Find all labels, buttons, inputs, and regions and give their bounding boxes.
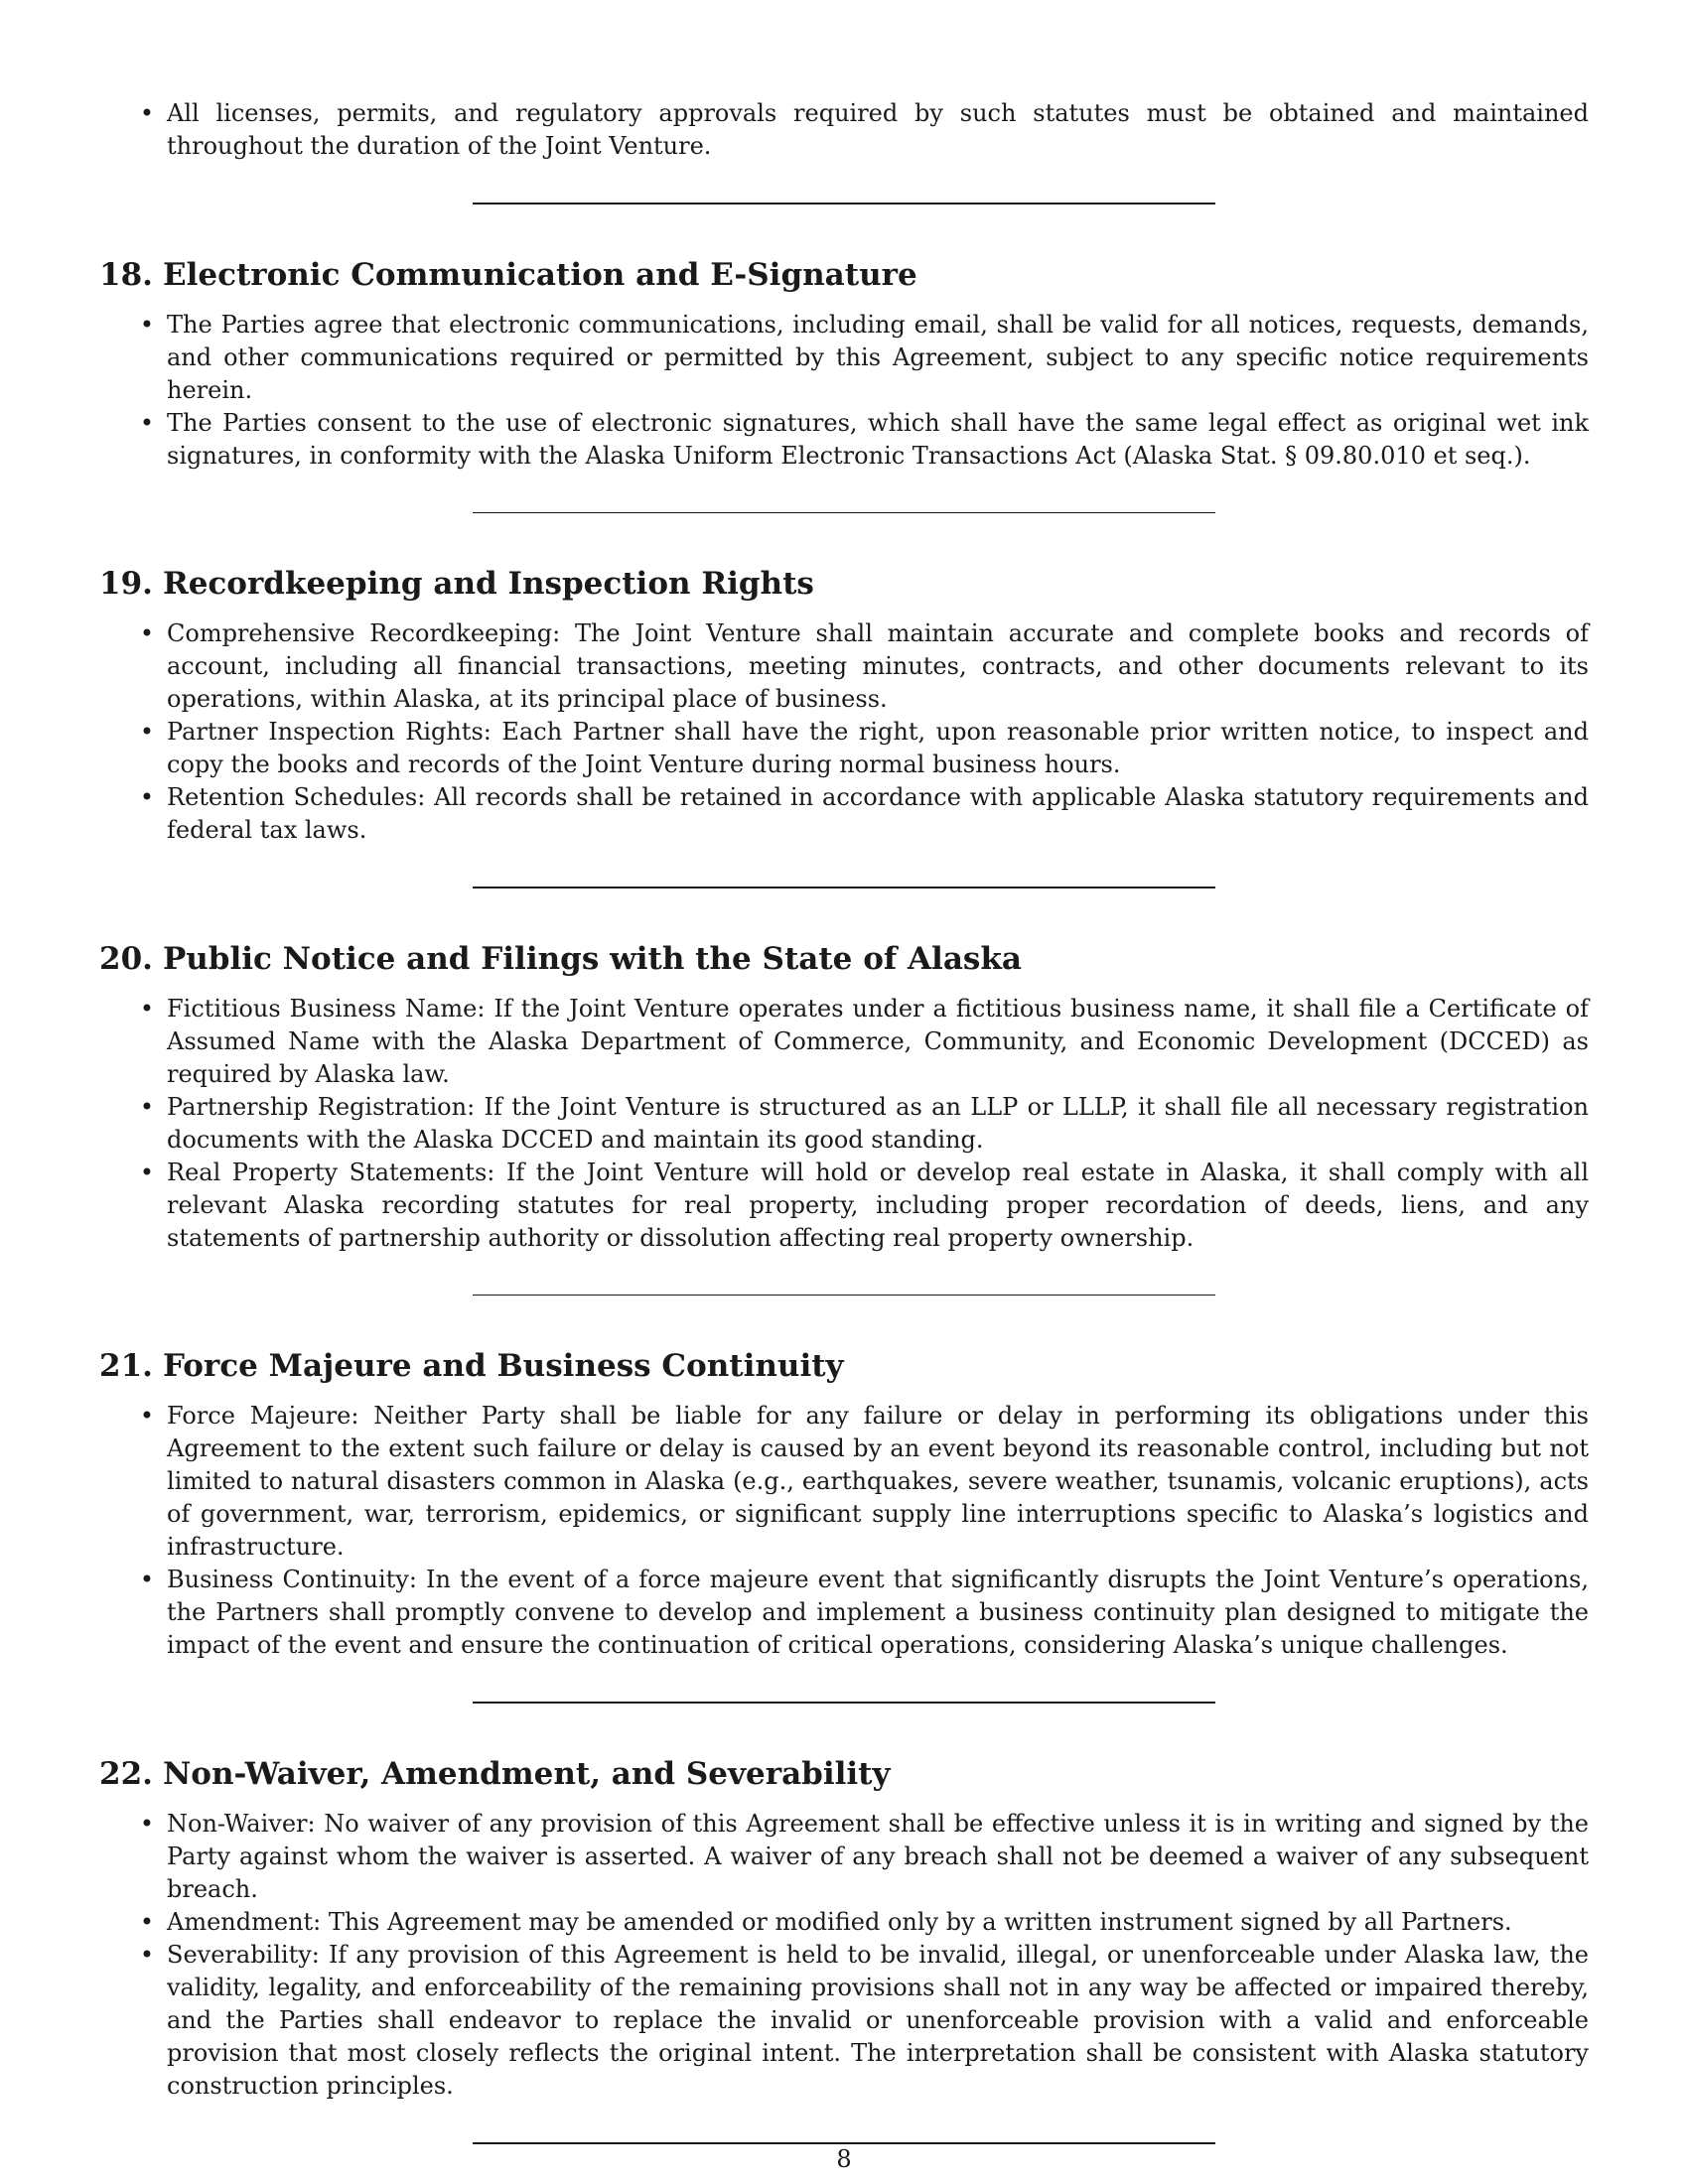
list-item: • Severability: If any provision of this Agreement is held to be invalid, illegal, or unenforceable under Alaska law, the validity, legality, and enforceability of the remaining provisions shall not in any way be affected or impaired thereby, and the Parties shall endeavor to replace the invalid or unenforceable provision with a valid and enforceable provision that most closely reflects the original intent. The interpretation shall be consistent with Alaska statutory construction principles. xyxy=(99,1939,1589,2103)
section-19 xyxy=(99,564,1589,847)
list-item: • Real Property Statements: If the Joint Venture will hold or develop real estate in Alaska, it shall comply with all relevant Alaska recording statutes for real property, including proper recordation of deeds, liens, and any statements of partnership authority or dissolution affecting real property ownership. xyxy=(99,1157,1589,1255)
bullet-icon: • xyxy=(139,1566,155,1593)
section-divider xyxy=(473,887,1215,888)
page-number: 8 xyxy=(836,2145,852,2173)
continuation-list xyxy=(99,97,1589,163)
section-divider xyxy=(473,203,1215,205)
bullet-icon: • xyxy=(139,409,155,437)
section-divider xyxy=(473,1702,1215,1704)
bullet-icon: • xyxy=(139,311,155,339)
section-21 xyxy=(99,1346,1589,1662)
section-list xyxy=(99,993,1589,1255)
list-item: • Comprehensive Recordkeeping: The Joint Venture shall maintain accurate and complete books and records of account, including all financial transactions, meeting minutes, contracts, and other documents relevant to its operations, within Alaska, at its principal place of business. xyxy=(99,617,1589,716)
list-item: • Non-Waiver: No waiver of any provision of this Agreement shall be effective unless it is in writing and signed by the Party against whom the waiver is asserted. A waiver of any breach shall not be deemed a waiver of any subsequent breach. xyxy=(99,1808,1589,1906)
bullet-icon: • xyxy=(139,783,155,811)
section-divider xyxy=(473,512,1215,513)
list-item: • Force Majeure: Neither Party shall be liable for any failure or delay in performing its obligations under this Agreement to the extent such failure or delay is caused by an event beyond its reasonable control, including but not limited to natural disasters common in Alaska (e.g., earthquakes, severe weather, tsunamis, volcanic eruptions), acts of government, war, terrorism, epidemics, or significant supply line interruptions specific to Alaska’s logistics and infrastructure. xyxy=(99,1400,1589,1564)
section-list xyxy=(99,1808,1589,2103)
section-20 xyxy=(99,939,1589,1255)
section-heading: 20. Public Notice and Filings with the State of Alaska xyxy=(99,941,1022,977)
section-list xyxy=(99,1400,1589,1662)
list-item: • Retention Schedules: All records shall be retained in accordance with applicable Alaska statutory requirements and federal tax laws. xyxy=(99,781,1589,847)
bullet-icon: • xyxy=(139,1810,155,1838)
list-item: • Partnership Registration: If the Joint Venture is structured as an LLP or LLLP, it shall file all necessary registration documents with the Alaska DCCED and maintain its good standing. xyxy=(99,1091,1589,1157)
list-item: • The Parties consent to the use of electronic signatures, which shall have the same legal effect as original wet ink signatures, in conformity with the Alaska Uniform Electronic Transactions Act (Alaska Stat. § 09.80.010 et seq.). xyxy=(99,407,1589,473)
document-page xyxy=(99,97,1589,2144)
section-heading: 19. Recordkeeping and Inspection Rights xyxy=(99,566,814,602)
bullet-icon: • xyxy=(139,1908,155,1936)
list-item: • The Parties agree that electronic communications, including email, shall be valid for all notices, requests, demands, and other communications required or permitted by this Agreement, subject to any specific notice requirements herein. xyxy=(99,309,1589,407)
list-item: • All licenses, permits, and regulatory approvals required by such statutes must be obtained and maintained throughout the duration of the Joint Venture. xyxy=(99,97,1589,163)
section-18 xyxy=(99,255,1589,473)
bullet-icon: • xyxy=(139,995,155,1023)
section-heading: 18. Electronic Communication and E-Signature xyxy=(99,257,917,293)
bullet-icon: • xyxy=(139,1941,155,1969)
list-item: • Partner Inspection Rights: Each Partner shall have the right, upon reasonable prior written notice, to inspect and copy the books and records of the Joint Venture during normal business hours. xyxy=(99,716,1589,781)
section-heading: 22. Non-Waiver, Amendment, and Severability xyxy=(99,1756,891,1792)
bullet-icon: • xyxy=(139,1093,155,1121)
section-divider xyxy=(473,1295,1215,1296)
list-item: • Business Continuity: In the event of a force majeure event that significantly disrupts the Joint Venture’s operations, the Partners shall promptly convene to develop and implement a business continuity plan designed to mitigate the impact of the event and ensure the continuation of critical operations, considering Alaska’s unique challenges. xyxy=(99,1564,1589,1662)
section-heading: 21. Force Majeure and Business Continuity xyxy=(99,1348,844,1384)
bullet-icon: • xyxy=(139,619,155,647)
section-list xyxy=(99,617,1589,847)
bullet-icon: • xyxy=(139,1402,155,1430)
list-item: • Fictitious Business Name: If the Joint Venture operates under a fictitious business name, it shall file a Certificate of Assumed Name with the Alaska Department of Commerce, Community, and Economic Development (DCCED) as required by Alaska law. xyxy=(99,993,1589,1091)
list-item: • Amendment: This Agreement may be amended or modified only by a written instrument signed by all Partners. xyxy=(99,1906,1589,1939)
bullet-icon: • xyxy=(139,99,155,127)
bullet-icon: • xyxy=(139,1159,155,1186)
bullet-icon: • xyxy=(139,718,155,746)
section-list xyxy=(99,309,1589,473)
section-22 xyxy=(99,1754,1589,2103)
